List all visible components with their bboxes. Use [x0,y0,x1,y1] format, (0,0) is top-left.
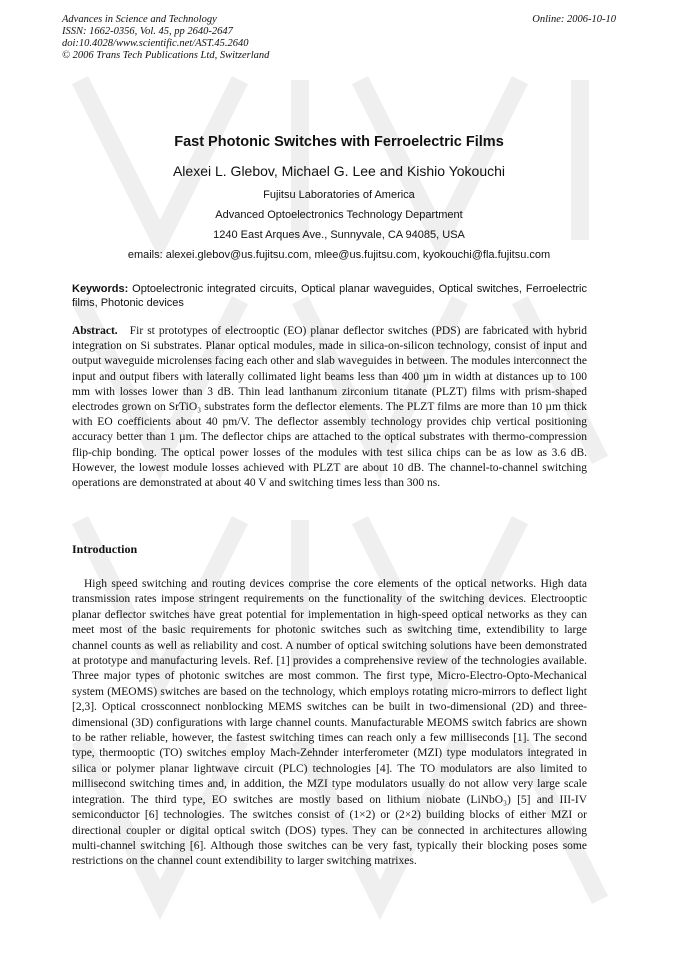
keywords-text: Optoelectronic integrated circuits, Optical planar waveguides, Optical switches, Ferroelectric films, Photonic devices [72,283,588,309]
journal-name: Advances in Science and Technology [62,14,217,25]
issn-line: ISSN: 1662-0356, Vol. 45, pp 2640-2647 [62,26,233,37]
section-heading: Introduction [72,542,138,556]
abstract-label: Abstract. [72,325,118,337]
abstract-text: Fir st prototypes of electrooptic (EO) planar deflector switches (PDS) are fabricated with hybrid integration on Si substrates. Planar optical modules, made in silica-on-silicon technology, consist of input and output waveguide microlenses facing each other and slab waveguides in between. The modules interconnect the input and output fibers with laterally collimated light beams less than 400 µm in width at distances up to 100 mm with losses lower than 3 dB. Thin lead lanthanum zirconium titanate (PLZT) films with prism-shaped electrodes grown on SrTiO₃ substrates form the deflector elements. The PLZT films are more than 10 µm thick with EO coefficients about 40 pm/V. The deflector assembly technology provides chip vertical positioning accuracy better than 1 µm. The deflector chips are attached to the optical substrates with thermo-compression flip-chip bonding. The optical power losses of the modules with test silica chips can be as low as 3.6 dB. However, the lowest module losses achieved with PLZT are about 10 dB. The channel-to-channel switching operations are demonstrated at about 40 V and switching times less than 300 ns. [72,325,587,490]
introduction-text: High speed switching and routing devices comprise the core elements of the optical networks. High data transmission rates impose stringent requirements on the functionality of the switching devices. Electrooptic planar deflector switches have great potential for implementation in high-speed optical networks as they can meet most of the basic requirements for photonic switches such as switching time, extendibility to large channel counts as well as reliability and cost. A number of optical switching solutions have been demonstrated at prototype and manufacturing levels. Ref. [1] provides a comprehensive review of the technologies available. Three major types of photonic switches are most common. The first type, Micro-Electro-Opto-Mechanical system (MEOMS) switches are based on the technology, which employs rotating micro-mirrors to deflect light [2,3]. Optical crossconnect nonblocking MEMS switches can be built in two-dimensional (2D) and three-dimensional (3D) configurations with large channel counts. Manufacturable MEOMS switch fabrics are shown to be rather reliable, however, the fastest switching times can reach only a few milliseconds [1]. The second type, thermooptic (TO) switches employ Mach-Zehnder interferometer (MZI) type modulators integrated in silica or polymer planar lightwave circuit (PLC) technologies [4]. The TO modulators are also limited to millisecond switching times and, in addition, the MZI type modulators usually do not allow very large scale integration. The third type, EO switches are mostly based on lithium niobate (LiNbO₃) [5] and III-IV semiconductor [6] technologies. The switches consist of (1×2) or (2×2) building blocks of either MZI or directional coupler or digital optical switch (DOS) types. They can be connected in architectures allowing multi-channel switching [6]. Although those switches can be very fast, typically their blocking poses some restrictions on the channel count extendibility to larger switching matrixes. [72,578,587,868]
keywords [72,282,587,310]
online-date: Online: 2006-10-10 [532,14,616,25]
keywords-label: Keywords: [72,283,129,295]
emails-line: emails: alexei.glebov@us.fujitsu.com, mlee@us.fujitsu.com, kyokouchi@fla.fujitsu.com [127,249,551,261]
journal-header [62,14,269,62]
affiliation-line: Advanced Optoelectronics Technology Department [215,209,463,221]
copyright-line: © 2006 Trans Tech Publications Ltd, Switzerland [62,50,270,61]
abstract [72,324,587,491]
paper-title: Fast Photonic Switches with Ferroelectric Films [174,134,504,150]
affiliation-line: 1240 East Arques Ave., Sunnyvale, CA 94085, USA [213,229,465,241]
affiliation-line: Fujitsu Laboratories of America [263,189,415,201]
doi-line: doi:10.4028/www.scientific.net/AST.45.2640 [62,38,249,49]
paper-authors: Alexei L. Glebov, Michael G. Lee and Kishio Yokouchi [172,163,506,179]
